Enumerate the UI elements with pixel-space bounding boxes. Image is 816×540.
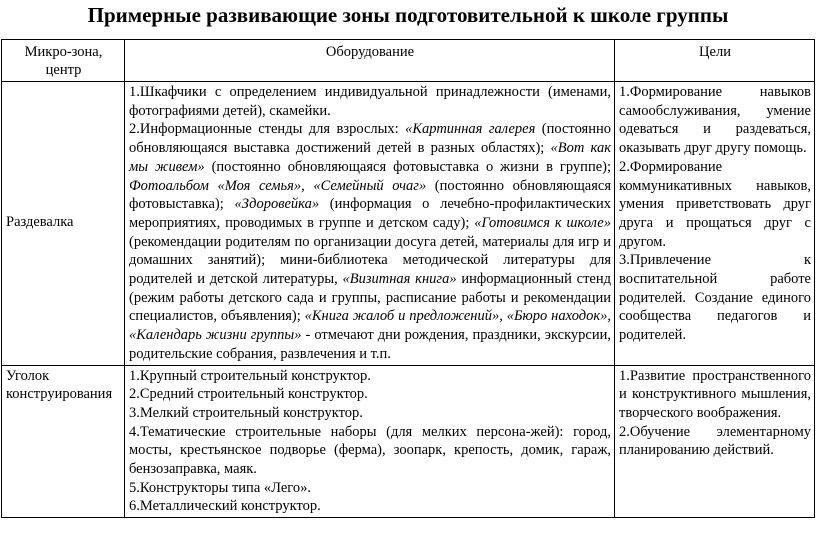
italic-text: «Здоровейка» [234,196,320,213]
equipment-item [129,479,611,498]
goals-cell [615,365,815,518]
equipment-item [129,83,611,120]
italic-text: «Картинная галерея [405,121,536,138]
equipment-cell [125,82,615,366]
zones-table [1,39,815,518]
goal-item: 2.Обучение элементарному планированию действий. [619,423,811,459]
text: (рекомендации родителям по организации досуга детей, материалы для игр и домашних занятий); мини-библиотека методической литературы для родителей и детской литературы, [129,233,611,288]
equipment-item [129,404,611,423]
goal-item: 3.Привлечение к воспитательной работе родителей. Создание единого сообщества педагогов и родителей. [619,252,811,344]
equipment-item [129,385,611,404]
header-equipment: Оборудование [125,40,615,82]
header-goals: Цели [615,40,815,82]
italic-text: «Визитная книга» [342,271,457,288]
text: 1.Шкафчики с определением индивидуальной принадлежности (именами, фотографиями детей), скамейки. [129,84,611,119]
text: 6.Металлический конструктор. [129,498,321,515]
text: (постоянно обновляющаяся фотовыставка); [129,177,611,213]
text: 2.Информационные стенды для взрослых: [129,121,406,138]
text: - отмечают дни рождения, праздники, экскурсии, родительские собрания, развлечения и т.п. [129,327,611,362]
goal-item: 1.Развитие пространственного и конструктивного мышления, творческого воображения. [619,367,811,421]
table-row [2,365,815,518]
text: информационный стенд (режим работы детского сада и группы, расписание работы и рекомендации специалистов, объявления); [129,271,611,325]
zone-cell: Раздевалка [2,82,125,366]
equipment-item [129,367,611,386]
text: (постоянно обновляющаяся выставка достижений детей в разных областях); [129,121,611,157]
text: 1.Крупный строительный конструктор. [129,367,371,384]
table-header-row [2,40,815,82]
header-zone: Микро-зона, центр [2,40,125,82]
goals-cell [615,82,815,366]
italic-text: «Готовимся к школе» [474,214,611,231]
text: 2.Средний строительный конструктор. [129,386,368,403]
goal-item: 1.Формирование навыков самообслуживания, умение одеваться и раздеваться, оказывать друг другу помощь. [619,84,811,157]
text: 5.Конструкторы типа «Лего». [129,479,312,496]
equipment-item [129,423,611,479]
page-title: Примерные развивающие зоны подготовительной к школе группы [87,3,729,27]
zone-cell: Уголок конструирования [2,365,125,518]
italic-text: «Вот как мы живем» [129,140,611,175]
table-row [2,82,815,366]
equipment-item [129,120,611,363]
italic-text: «Книга жалоб и предложений», «Бюро находок», «Календарь жизни группы» [129,308,611,344]
text: 3.Мелкий строительный конструктор. [129,404,363,421]
text: (информация о лечебно-профилактических мероприятиях, проводимых в группе и детском саду); [129,196,611,231]
text: 4.Тематические строительные наборы (для мелких персона-жей): город, мосты, крестьянское подворье (ферма), зоопарк, крепость, домик, гараж, бензозаправка, маяк. [129,423,611,478]
equipment-cell [125,365,615,518]
italic-text: Фотоальбом «Моя семья», «Семейный очаг» [129,177,427,194]
equipment-item [129,497,611,516]
goal-item: 2.Формирование коммуникативных навыков, умения приветствовать друг друга и прощаться друг с другом. [619,158,811,250]
text: (постоянно обновляющаяся фотовыставка о жизни в группе); [204,158,611,175]
